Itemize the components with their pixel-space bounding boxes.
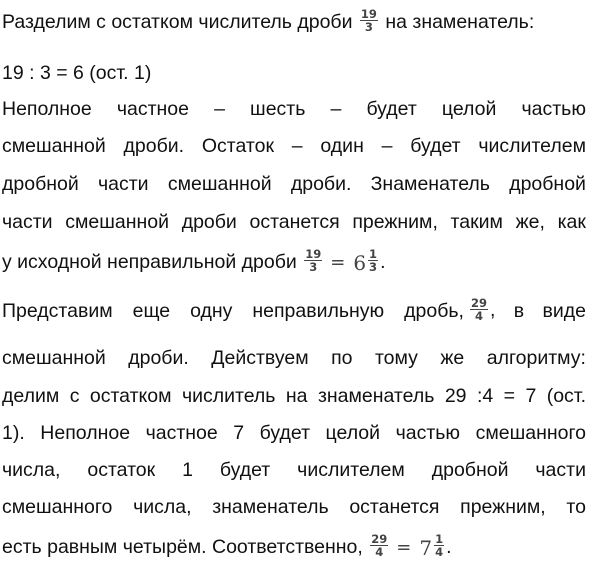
word: – xyxy=(330,98,342,120)
word: смешанной xyxy=(2,135,106,157)
equation-19-3 xyxy=(302,247,386,275)
word: частью xyxy=(521,98,586,120)
fraction-denominator: 3 xyxy=(369,260,378,275)
word: числа, xyxy=(133,496,192,518)
word: числителем xyxy=(297,459,405,481)
word: дробной xyxy=(2,173,79,195)
word: 7 xyxy=(525,385,537,407)
line-6 xyxy=(2,210,586,234)
fraction-numerator: 19 xyxy=(305,247,322,262)
line-11 xyxy=(2,421,586,445)
word: целой xyxy=(325,422,381,444)
intro-end-text: на знаменатель: xyxy=(385,11,535,33)
word: 29 xyxy=(444,385,467,407)
equation-left-fraction xyxy=(370,533,388,558)
equals-sign: = xyxy=(330,251,346,273)
word: будет xyxy=(410,135,461,157)
word: знаменатель xyxy=(317,385,435,407)
word: дроби. xyxy=(290,173,352,195)
word: дроби. xyxy=(123,135,185,157)
word: смешанного xyxy=(2,496,113,518)
intro-text: Разделим с остатком числитель дроби xyxy=(2,11,353,33)
line-8-words xyxy=(2,299,464,323)
word: же, xyxy=(515,211,545,233)
word: Действуем xyxy=(211,347,309,369)
word: то xyxy=(566,496,586,518)
word: Остаток xyxy=(201,135,274,157)
word: же xyxy=(440,347,465,369)
line-5 xyxy=(2,172,586,196)
word: делим xyxy=(2,385,60,407)
word: – xyxy=(381,135,393,157)
line-13 xyxy=(2,495,586,519)
fraction-denominator: 4 xyxy=(475,308,484,323)
equation-right-fraction xyxy=(434,533,444,558)
word: части xyxy=(98,173,149,195)
period: . xyxy=(380,251,386,273)
division-text: 19 : 3 = 6 (ост. 1) xyxy=(2,62,152,84)
word: останется xyxy=(349,496,440,518)
word: как xyxy=(557,211,586,233)
word: – xyxy=(214,98,225,120)
fraction-numerator: 1 xyxy=(435,532,444,547)
word: смешанной xyxy=(2,347,106,369)
word: Неполное xyxy=(2,98,92,120)
line-14 xyxy=(2,532,452,560)
line-1 xyxy=(2,7,535,35)
division-line xyxy=(2,61,151,85)
word: = xyxy=(503,385,516,407)
word: Знаменатель xyxy=(370,173,490,195)
word: частное xyxy=(145,422,218,444)
fraction-19-3 xyxy=(360,8,378,33)
word: еще xyxy=(132,300,171,322)
word: с xyxy=(69,385,80,407)
word: в xyxy=(513,300,525,322)
word: по xyxy=(331,347,353,369)
line-7 xyxy=(2,247,386,275)
word: таким xyxy=(450,211,503,233)
word: числа, xyxy=(2,459,61,481)
equation-right-fraction xyxy=(368,248,378,273)
word: будет xyxy=(259,422,311,444)
fraction-denominator: 4 xyxy=(435,545,444,560)
fraction-numerator: 29 xyxy=(471,295,488,310)
line-14-text: есть равным четырём. Соответственно, xyxy=(2,536,363,558)
word: дробь, xyxy=(404,300,464,322)
word: один xyxy=(320,135,364,157)
word: алгоритму: xyxy=(486,347,586,369)
word: целой xyxy=(441,98,497,120)
fraction-29-4 xyxy=(470,297,488,322)
period: . xyxy=(446,536,452,558)
line-8 xyxy=(2,295,586,323)
word: на xyxy=(285,385,308,407)
whole-part: 7 xyxy=(419,535,433,560)
word: знаменатель xyxy=(212,496,329,518)
line-4 xyxy=(2,134,586,158)
word: шесть xyxy=(250,98,306,120)
line-8-tail xyxy=(468,295,586,323)
fraction-numerator: 19 xyxy=(360,7,377,22)
word: будет xyxy=(219,459,271,481)
word: смешанного xyxy=(475,422,586,444)
word: дробной xyxy=(431,459,509,481)
word: :4 xyxy=(476,385,494,407)
comma: , xyxy=(490,299,496,322)
word: смешанной xyxy=(167,173,272,195)
equals-sign: = xyxy=(396,536,412,558)
line-10 xyxy=(2,384,586,408)
line-9 xyxy=(2,346,586,370)
word: числителем xyxy=(478,135,586,157)
word: частью xyxy=(395,422,461,444)
word: части xyxy=(535,459,586,481)
word: виде xyxy=(542,300,586,322)
word: дробной xyxy=(509,173,586,195)
word: – xyxy=(291,135,303,157)
word: остаток xyxy=(87,459,156,481)
word: Представим xyxy=(2,300,113,322)
word: (ост. xyxy=(546,385,586,407)
word: 1). xyxy=(2,422,25,444)
line-3 xyxy=(2,97,586,121)
word: тому xyxy=(374,347,418,369)
word: части xyxy=(2,211,53,233)
word: Неполное xyxy=(40,422,131,444)
word: дроби xyxy=(181,211,237,233)
word: дроби. xyxy=(128,347,189,369)
word: неправильную xyxy=(252,300,385,322)
word: останется xyxy=(249,211,340,233)
fraction-numerator: 29 xyxy=(371,532,388,547)
word: числитель xyxy=(181,385,276,407)
equation-left-fraction xyxy=(304,248,322,273)
line-8-frac-comma xyxy=(468,295,496,323)
line-7-text: у исходной неправильной дроби xyxy=(2,251,297,273)
word: прежним, xyxy=(352,211,438,233)
line-12 xyxy=(2,458,586,482)
word: одну xyxy=(190,300,233,322)
word: остатком xyxy=(89,385,172,407)
word: смешанной xyxy=(65,211,170,233)
word: 7 xyxy=(233,422,245,444)
word: 1 xyxy=(182,459,193,481)
fraction-denominator: 4 xyxy=(375,545,384,560)
fraction-numerator: 1 xyxy=(369,247,378,262)
word: частное xyxy=(116,98,189,120)
word: прежним, xyxy=(460,496,546,518)
whole-part: 6 xyxy=(353,250,367,275)
equation-29-4 xyxy=(368,532,452,560)
word: будет xyxy=(366,98,417,120)
fraction-denominator: 3 xyxy=(364,20,373,35)
fraction-denominator: 3 xyxy=(309,260,318,275)
